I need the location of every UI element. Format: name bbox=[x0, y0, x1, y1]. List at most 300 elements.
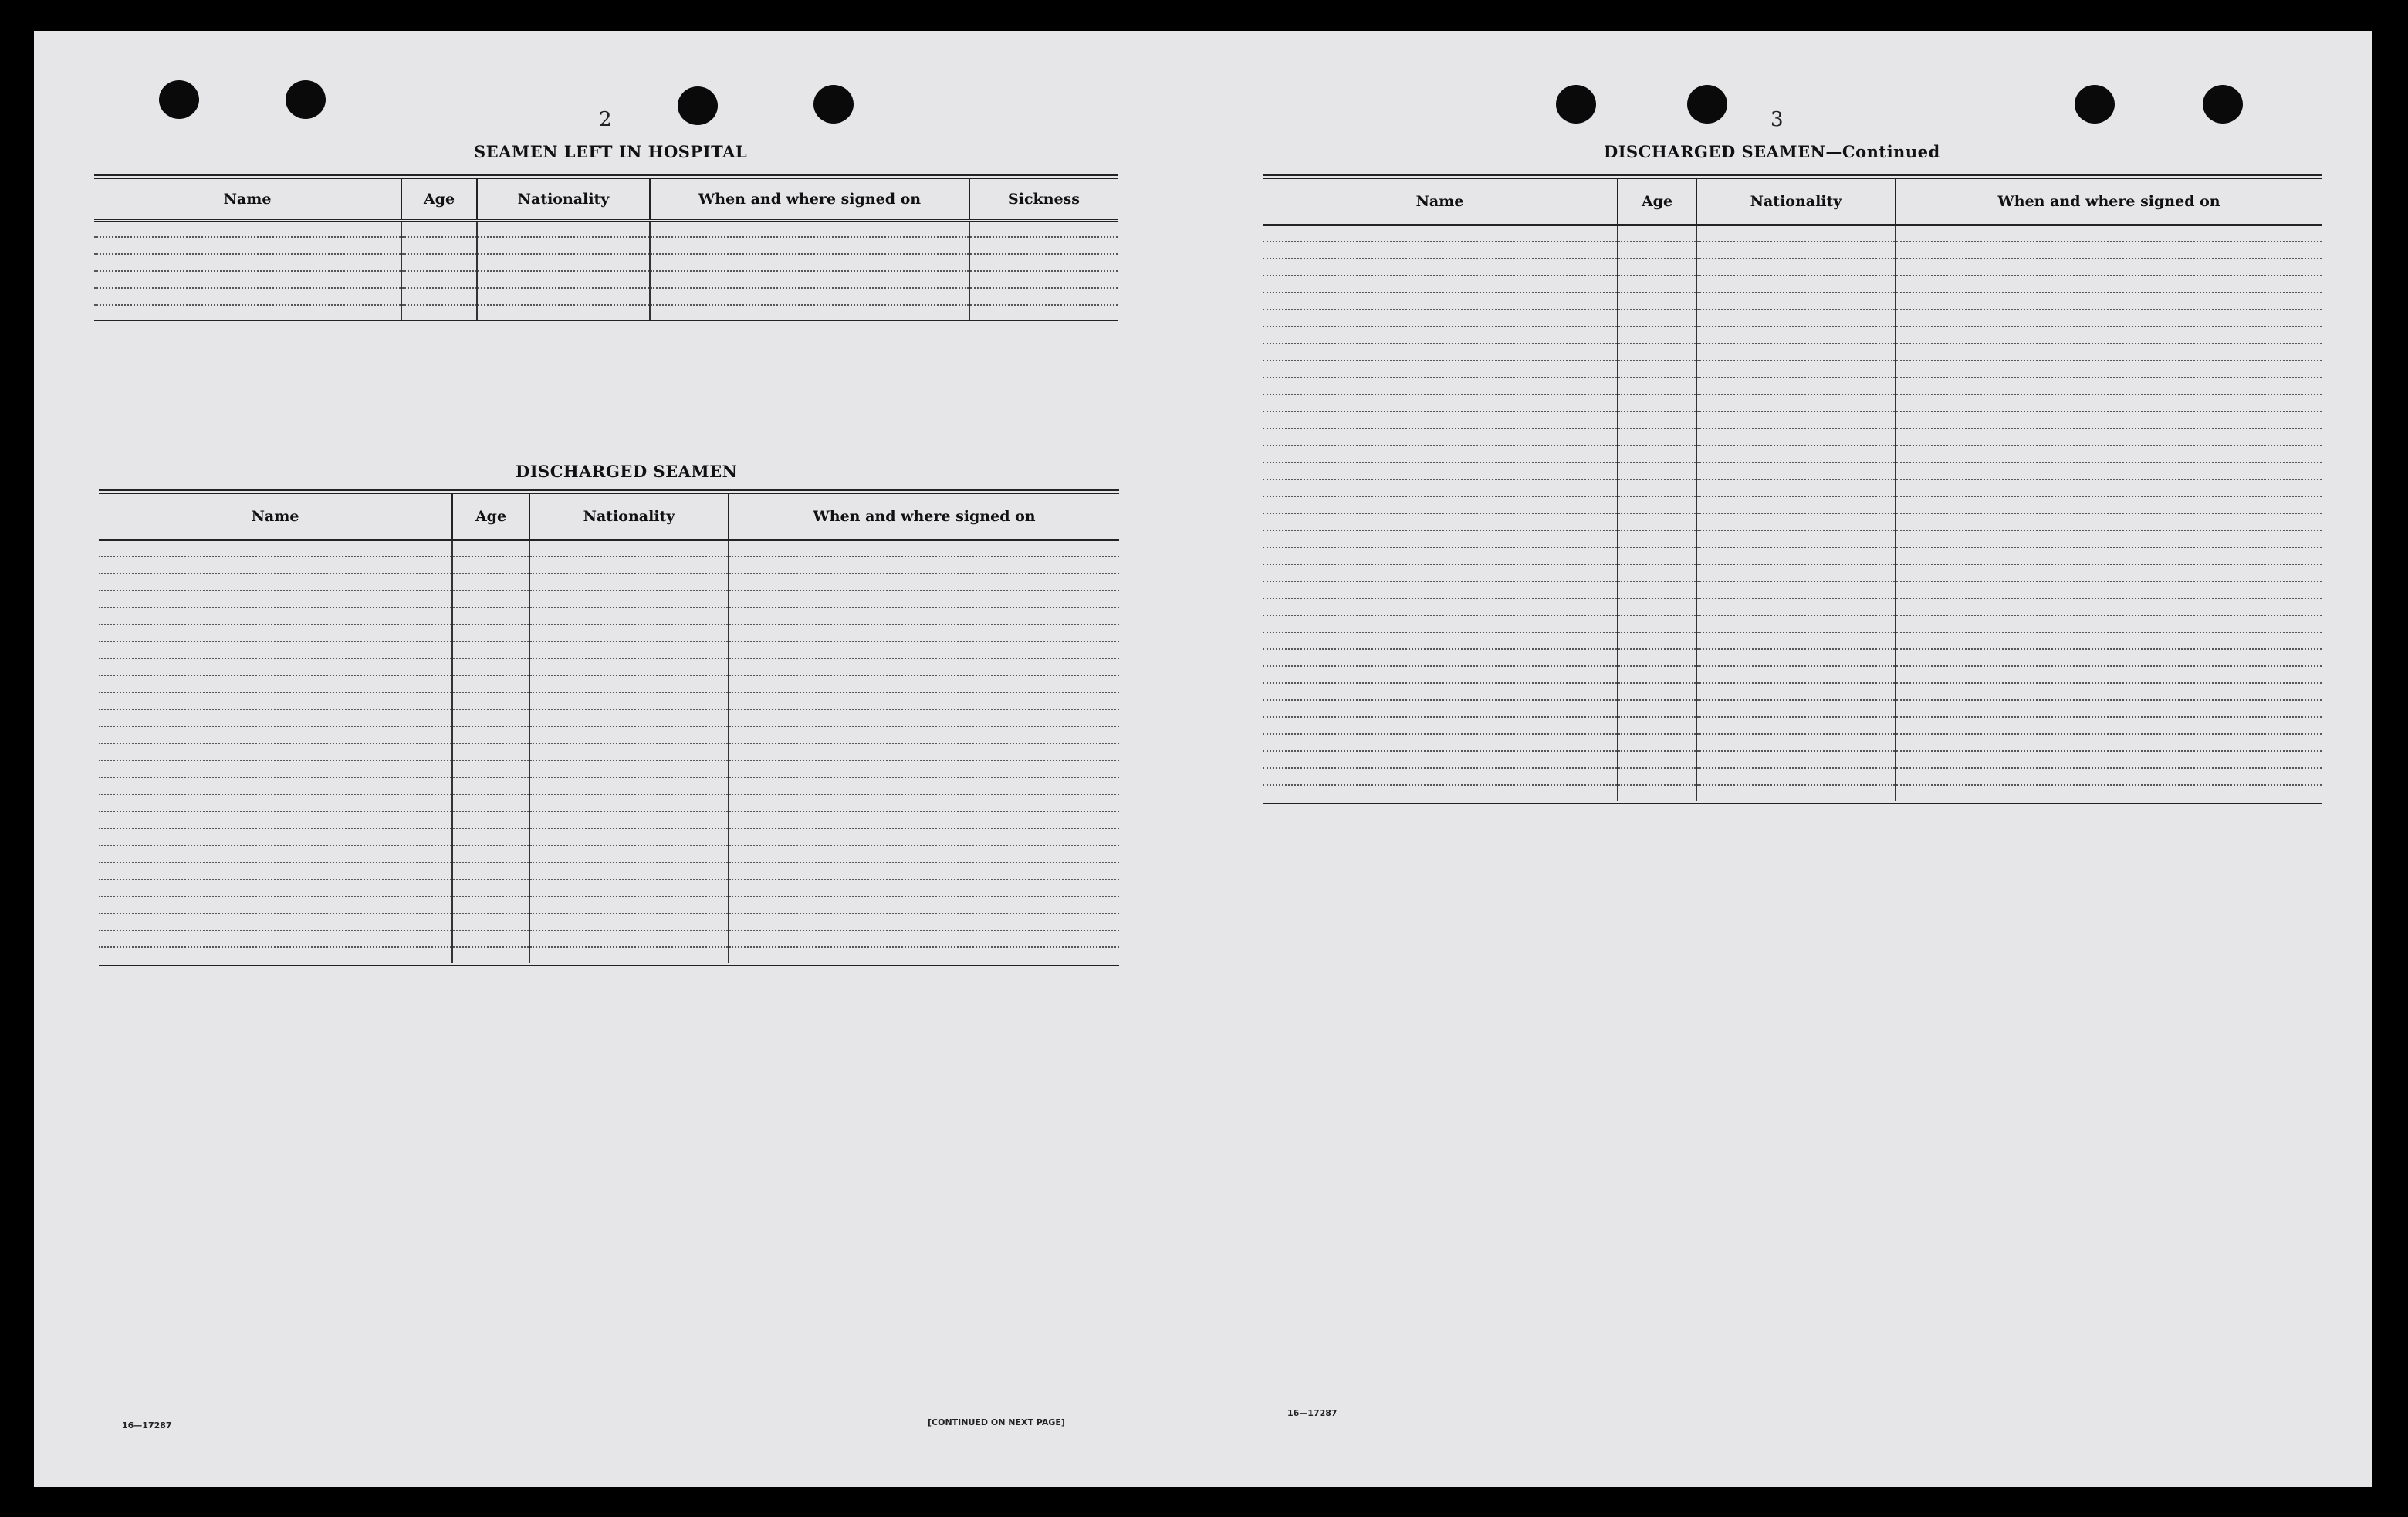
table-cell bbox=[1896, 785, 2322, 802]
table-cell bbox=[99, 930, 452, 947]
table-cell bbox=[1896, 225, 2322, 242]
table-cell bbox=[1696, 361, 1896, 378]
table-cell bbox=[729, 896, 1119, 913]
table-cell bbox=[1263, 496, 1618, 513]
table-cell bbox=[1263, 378, 1618, 394]
table-cell bbox=[1696, 683, 1896, 700]
table-row bbox=[99, 625, 1119, 642]
table-row bbox=[99, 811, 1119, 828]
continued-note: [CONTINUED ON NEXT PAGE] bbox=[928, 1417, 1065, 1427]
table-cell bbox=[1696, 327, 1896, 344]
punch-hole bbox=[1687, 85, 1727, 124]
table-cell bbox=[729, 794, 1119, 811]
table-cell bbox=[1263, 394, 1618, 411]
table-row bbox=[1263, 683, 2322, 700]
table-cell bbox=[1618, 361, 1696, 378]
table-cell bbox=[729, 557, 1119, 574]
table-cell bbox=[94, 254, 401, 271]
table-cell bbox=[1696, 242, 1896, 259]
table-cell bbox=[99, 913, 452, 930]
table-cell bbox=[969, 237, 1118, 254]
discharged-table-right-body bbox=[1263, 225, 2322, 802]
table-cell bbox=[1618, 293, 1696, 310]
table-cell bbox=[1618, 785, 1696, 802]
table-cell bbox=[94, 237, 401, 254]
table-cell bbox=[529, 642, 729, 659]
table-row bbox=[99, 608, 1119, 625]
table-cell bbox=[452, 608, 529, 625]
table-cell bbox=[1618, 649, 1696, 666]
table-cell bbox=[1263, 225, 1618, 242]
table-cell bbox=[1696, 751, 1896, 768]
column-header-signed-on: When and where signed on bbox=[650, 177, 969, 220]
table-cell bbox=[1618, 700, 1696, 717]
table-cell bbox=[452, 794, 529, 811]
table-cell bbox=[452, 930, 529, 947]
table-row bbox=[1263, 310, 2322, 327]
table-cell bbox=[1896, 700, 2322, 717]
table-cell bbox=[1618, 734, 1696, 751]
table-cell bbox=[1896, 768, 2322, 785]
table-cell bbox=[1618, 751, 1696, 768]
table-cell bbox=[729, 862, 1119, 879]
table-cell bbox=[729, 828, 1119, 845]
table-cell bbox=[99, 608, 452, 625]
table-cell bbox=[1896, 496, 2322, 513]
table-cell bbox=[1618, 344, 1696, 361]
table-cell bbox=[1896, 598, 2322, 615]
table-cell bbox=[1263, 293, 1618, 310]
table-cell bbox=[452, 659, 529, 676]
hospital-table-body bbox=[94, 220, 1118, 322]
table-cell bbox=[1896, 632, 2322, 649]
table-cell bbox=[1618, 462, 1696, 479]
table-cell bbox=[1696, 615, 1896, 632]
table-cell bbox=[1696, 547, 1896, 564]
table-cell bbox=[1263, 259, 1618, 276]
table-cell bbox=[529, 591, 729, 608]
table-cell bbox=[1896, 293, 2322, 310]
table-cell bbox=[452, 676, 529, 692]
table-cell bbox=[529, 625, 729, 642]
table-cell bbox=[1618, 310, 1696, 327]
table-row bbox=[99, 659, 1119, 676]
table-cell bbox=[1896, 344, 2322, 361]
table-cell bbox=[529, 845, 729, 862]
table-cell bbox=[1618, 598, 1696, 615]
table-cell bbox=[529, 743, 729, 760]
page-number-left: 2 bbox=[599, 108, 612, 131]
table-cell bbox=[452, 557, 529, 574]
table-cell bbox=[1618, 666, 1696, 683]
table-cell bbox=[1618, 394, 1696, 411]
table-cell bbox=[1896, 581, 2322, 598]
table-cell bbox=[969, 271, 1118, 288]
table-cell bbox=[401, 271, 477, 288]
table-cell bbox=[1263, 785, 1618, 802]
table-cell bbox=[729, 845, 1119, 862]
table-cell bbox=[1618, 632, 1696, 649]
table-row bbox=[1263, 751, 2322, 768]
form-number-right: 16—17287 bbox=[1287, 1408, 1338, 1418]
table-cell bbox=[529, 896, 729, 913]
table-cell bbox=[1263, 242, 1618, 259]
table-cell bbox=[452, 913, 529, 930]
table-cell bbox=[1896, 649, 2322, 666]
hospital-table bbox=[94, 174, 1118, 323]
column-header-nationality: Nationality bbox=[1696, 177, 1896, 225]
table-cell bbox=[1896, 547, 2322, 564]
table-row bbox=[99, 777, 1119, 794]
discharged-table-left-body bbox=[99, 540, 1119, 964]
table-cell bbox=[477, 254, 650, 271]
table-cell bbox=[1696, 700, 1896, 717]
table-cell bbox=[99, 896, 452, 913]
table-row bbox=[99, 574, 1119, 591]
column-header-signed-on: When and where signed on bbox=[1896, 177, 2322, 225]
table-cell bbox=[650, 288, 969, 305]
table-cell bbox=[969, 220, 1118, 237]
table-cell bbox=[1263, 615, 1618, 632]
table-row bbox=[99, 896, 1119, 913]
table-cell bbox=[401, 305, 477, 322]
table-cell bbox=[1618, 378, 1696, 394]
table-cell bbox=[99, 777, 452, 794]
table-cell bbox=[401, 288, 477, 305]
table-cell bbox=[529, 726, 729, 743]
table-cell bbox=[1263, 445, 1618, 462]
table-cell bbox=[1263, 649, 1618, 666]
table-cell bbox=[1696, 649, 1896, 666]
table-cell bbox=[1896, 479, 2322, 496]
table-row bbox=[99, 760, 1119, 777]
table-row bbox=[1263, 276, 2322, 293]
table-cell bbox=[1263, 361, 1618, 378]
table-cell bbox=[1618, 428, 1696, 445]
table-cell bbox=[1618, 496, 1696, 513]
table-cell bbox=[1618, 276, 1696, 293]
column-header-name: Name bbox=[94, 177, 401, 220]
table-cell bbox=[1696, 259, 1896, 276]
table-row bbox=[1263, 785, 2322, 802]
table-cell bbox=[1896, 394, 2322, 411]
column-header-name: Name bbox=[1263, 177, 1618, 225]
table-cell bbox=[452, 811, 529, 828]
table-cell bbox=[94, 305, 401, 322]
punch-hole bbox=[678, 86, 718, 125]
table-cell bbox=[529, 557, 729, 574]
table-cell bbox=[1263, 683, 1618, 700]
table-cell bbox=[1263, 581, 1618, 598]
table-cell bbox=[99, 845, 452, 862]
table-row bbox=[1263, 496, 2322, 513]
table-row bbox=[99, 879, 1119, 896]
table-cell bbox=[477, 305, 650, 322]
column-header-age: Age bbox=[401, 177, 477, 220]
table-cell bbox=[1263, 751, 1618, 768]
table-cell bbox=[1896, 666, 2322, 683]
table-row bbox=[1263, 479, 2322, 496]
table-cell bbox=[1263, 598, 1618, 615]
table-cell bbox=[1896, 734, 2322, 751]
table-cell bbox=[1263, 734, 1618, 751]
table-cell bbox=[650, 271, 969, 288]
table-cell bbox=[452, 828, 529, 845]
table-cell bbox=[1696, 479, 1896, 496]
table-cell bbox=[99, 692, 452, 709]
table-cell bbox=[1618, 615, 1696, 632]
document-sheet bbox=[34, 31, 2372, 1487]
table-cell bbox=[1696, 225, 1896, 242]
table-row bbox=[1263, 615, 2322, 632]
table-cell bbox=[99, 540, 452, 557]
table-cell bbox=[529, 794, 729, 811]
table-row bbox=[1263, 666, 2322, 683]
table-cell bbox=[452, 591, 529, 608]
table-cell bbox=[729, 726, 1119, 743]
table-cell bbox=[529, 540, 729, 557]
table-cell bbox=[1263, 411, 1618, 428]
hospital-section-title: SEAMEN LEFT IN HOSPITAL bbox=[474, 142, 748, 161]
table-cell bbox=[1696, 513, 1896, 530]
table-cell bbox=[1896, 751, 2322, 768]
table-row bbox=[99, 642, 1119, 659]
table-cell bbox=[1696, 581, 1896, 598]
table-cell bbox=[99, 574, 452, 591]
page-number-right: 3 bbox=[1770, 108, 1784, 131]
table-cell bbox=[99, 726, 452, 743]
column-header-sickness: Sickness bbox=[969, 177, 1118, 220]
table-cell bbox=[1896, 378, 2322, 394]
table-cell bbox=[1618, 259, 1696, 276]
table-cell bbox=[99, 743, 452, 760]
table-cell bbox=[1696, 632, 1896, 649]
column-header-name: Name bbox=[99, 492, 452, 540]
table-row bbox=[99, 794, 1119, 811]
table-cell bbox=[529, 709, 729, 726]
table-cell bbox=[529, 913, 729, 930]
table-cell bbox=[1696, 293, 1896, 310]
table-cell bbox=[1618, 242, 1696, 259]
table-row bbox=[1263, 734, 2322, 751]
table-cell bbox=[99, 557, 452, 574]
table-cell bbox=[729, 608, 1119, 625]
table-row bbox=[94, 288, 1118, 305]
table-cell bbox=[729, 811, 1119, 828]
table-cell bbox=[1696, 785, 1896, 802]
table-cell bbox=[1263, 344, 1618, 361]
table-row bbox=[1263, 361, 2322, 378]
table-cell bbox=[1696, 598, 1896, 615]
table-cell bbox=[477, 271, 650, 288]
punch-hole bbox=[159, 80, 199, 119]
table-row bbox=[99, 913, 1119, 930]
table-cell bbox=[1618, 513, 1696, 530]
table-cell bbox=[1618, 479, 1696, 496]
table-cell bbox=[1696, 734, 1896, 751]
table-cell bbox=[1263, 276, 1618, 293]
table-row bbox=[94, 220, 1118, 237]
table-cell bbox=[452, 777, 529, 794]
table-cell bbox=[477, 288, 650, 305]
table-cell bbox=[1696, 344, 1896, 361]
table-row bbox=[99, 540, 1119, 557]
table-cell bbox=[1896, 530, 2322, 547]
table-cell bbox=[1896, 428, 2322, 445]
table-row bbox=[94, 271, 1118, 288]
table-cell bbox=[729, 709, 1119, 726]
table-row bbox=[1263, 768, 2322, 785]
table-row bbox=[1263, 649, 2322, 666]
table-cell bbox=[529, 947, 729, 964]
table-cell bbox=[729, 692, 1119, 709]
table-cell bbox=[1263, 700, 1618, 717]
table-cell bbox=[969, 305, 1118, 322]
table-cell bbox=[452, 709, 529, 726]
table-cell bbox=[401, 237, 477, 254]
table-cell bbox=[729, 930, 1119, 947]
table-cell bbox=[452, 879, 529, 896]
table-cell bbox=[99, 828, 452, 845]
table-cell bbox=[1263, 717, 1618, 734]
table-cell bbox=[729, 913, 1119, 930]
table-cell bbox=[452, 726, 529, 743]
table-cell bbox=[1896, 717, 2322, 734]
table-row bbox=[1263, 293, 2322, 310]
table-cell bbox=[729, 540, 1119, 557]
table-row bbox=[99, 692, 1119, 709]
table-cell bbox=[1618, 564, 1696, 581]
table-cell bbox=[452, 862, 529, 879]
table-cell bbox=[99, 709, 452, 726]
table-cell bbox=[529, 879, 729, 896]
table-row bbox=[1263, 462, 2322, 479]
table-row bbox=[99, 845, 1119, 862]
table-row bbox=[99, 930, 1119, 947]
table-row bbox=[94, 237, 1118, 254]
table-row bbox=[1263, 530, 2322, 547]
table-cell bbox=[529, 811, 729, 828]
table-cell bbox=[1896, 242, 2322, 259]
table-cell bbox=[529, 676, 729, 692]
table-cell bbox=[729, 743, 1119, 760]
table-cell bbox=[452, 845, 529, 862]
table-cell bbox=[99, 760, 452, 777]
table-cell bbox=[94, 220, 401, 237]
table-cell bbox=[729, 760, 1119, 777]
table-cell bbox=[1696, 768, 1896, 785]
table-row bbox=[1263, 717, 2322, 734]
discharged-continued-title-main: DISCHARGED SEAMEN bbox=[1604, 142, 1826, 161]
table-row bbox=[99, 828, 1119, 845]
table-row bbox=[1263, 327, 2322, 344]
table-cell bbox=[529, 692, 729, 709]
table-cell bbox=[1896, 276, 2322, 293]
table-cell bbox=[477, 237, 650, 254]
table-cell bbox=[729, 642, 1119, 659]
table-cell bbox=[99, 879, 452, 896]
punch-hole bbox=[2203, 85, 2243, 124]
table-cell bbox=[1896, 445, 2322, 462]
table-cell bbox=[1696, 564, 1896, 581]
table-cell bbox=[529, 828, 729, 845]
table-cell bbox=[1263, 513, 1618, 530]
table-cell bbox=[94, 271, 401, 288]
punch-hole bbox=[2075, 85, 2115, 124]
table-cell bbox=[729, 676, 1119, 692]
table-cell bbox=[99, 811, 452, 828]
table-cell bbox=[1618, 547, 1696, 564]
punch-hole bbox=[813, 85, 854, 124]
table-cell bbox=[1896, 513, 2322, 530]
table-cell bbox=[1696, 445, 1896, 462]
table-cell bbox=[1896, 411, 2322, 428]
table-cell bbox=[1896, 683, 2322, 700]
table-cell bbox=[99, 947, 452, 964]
table-row bbox=[1263, 564, 2322, 581]
punch-hole bbox=[1556, 85, 1596, 124]
table-cell bbox=[452, 625, 529, 642]
table-cell bbox=[650, 305, 969, 322]
table-cell bbox=[1696, 394, 1896, 411]
column-header-signed-on: When and where signed on bbox=[729, 492, 1119, 540]
table-cell bbox=[969, 288, 1118, 305]
table-row bbox=[1263, 344, 2322, 361]
table-cell bbox=[1896, 259, 2322, 276]
table-row bbox=[1263, 428, 2322, 445]
table-cell bbox=[1263, 547, 1618, 564]
table-cell bbox=[1263, 530, 1618, 547]
table-cell bbox=[1696, 428, 1896, 445]
table-cell bbox=[1263, 462, 1618, 479]
table-cell bbox=[1896, 615, 2322, 632]
table-cell bbox=[99, 625, 452, 642]
table-cell bbox=[1618, 768, 1696, 785]
table-cell bbox=[529, 777, 729, 794]
table-cell bbox=[477, 220, 650, 237]
table-row bbox=[1263, 225, 2322, 242]
table-row bbox=[94, 305, 1118, 322]
table-cell bbox=[1263, 479, 1618, 496]
table-cell bbox=[529, 862, 729, 879]
punch-hole bbox=[286, 80, 326, 119]
table-cell bbox=[99, 794, 452, 811]
table-cell bbox=[1618, 581, 1696, 598]
table-row bbox=[1263, 242, 2322, 259]
table-row bbox=[99, 862, 1119, 879]
form-number-left: 16—17287 bbox=[122, 1420, 172, 1431]
table-cell bbox=[1696, 462, 1896, 479]
table-cell bbox=[1696, 666, 1896, 683]
table-cell bbox=[1696, 310, 1896, 327]
table-cell bbox=[729, 879, 1119, 896]
column-header-nationality: Nationality bbox=[477, 177, 650, 220]
table-row bbox=[99, 557, 1119, 574]
table-cell bbox=[1696, 411, 1896, 428]
discharged-table-left bbox=[99, 489, 1119, 966]
table-row bbox=[99, 743, 1119, 760]
table-cell bbox=[529, 574, 729, 591]
table-cell bbox=[1618, 327, 1696, 344]
table-cell bbox=[1618, 225, 1696, 242]
table-row bbox=[1263, 700, 2322, 717]
table-cell bbox=[1696, 496, 1896, 513]
table-cell bbox=[729, 591, 1119, 608]
table-cell bbox=[452, 642, 529, 659]
table-cell bbox=[1263, 310, 1618, 327]
table-cell bbox=[401, 220, 477, 237]
table-row bbox=[1263, 259, 2322, 276]
